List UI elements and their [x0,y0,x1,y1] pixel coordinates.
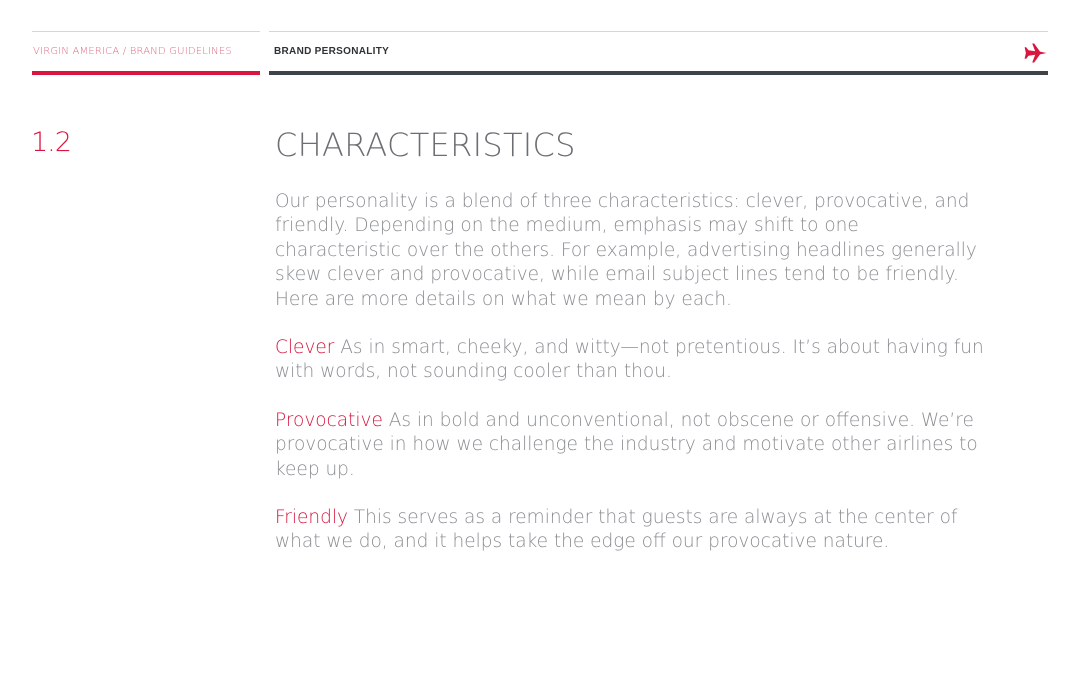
airplane-icon [1022,40,1048,66]
main-content [275,126,995,579]
breadcrumb: VIRGIN AMERICA / BRAND GUIDELINES [33,46,232,57]
characteristic-name: Friendly [275,507,348,529]
characteristic-clever [275,336,990,385]
characteristic-name: Provocative [275,409,383,431]
header-accent-bar [32,71,260,75]
characteristic-provocative [275,409,990,482]
characteristic-name: Clever [275,337,335,359]
intro-paragraph: Our personality is a blend of three characteristics: clever, provocative, and friendly. Depending on the medium, emphasis may shift to one characteristic over the others. For example, advertising headlines generally skew clever and provocative, while email subject lines tend to be friendly. Here are more details on what we mean by each. [275,191,977,310]
header-section-block [269,31,1048,75]
header-rule [32,31,260,32]
characteristic-text: This serves as a reminder that guests are always at the center of what we do, and it helps take the edge off our provocative nature. [275,507,958,553]
header-rule [269,31,1048,32]
characteristic-text: As in smart, cheeky, and witty—not pretentious. It’s about having fun with words, not sounding cooler than thou. [275,337,984,383]
section-number: 1.2 [31,127,71,158]
header-dark-bar [269,71,1048,75]
characteristic-friendly [275,506,990,555]
section-label: BRAND PERSONALITY [274,46,390,57]
header-breadcrumb-block [32,31,260,75]
characteristic-text: As in bold and unconventional, not obscene or offensive. We’re provocative in how we challenge the industry and motivate other airlines to keep up. [275,409,978,480]
page-title: CHARACTERISTICS [275,126,576,164]
